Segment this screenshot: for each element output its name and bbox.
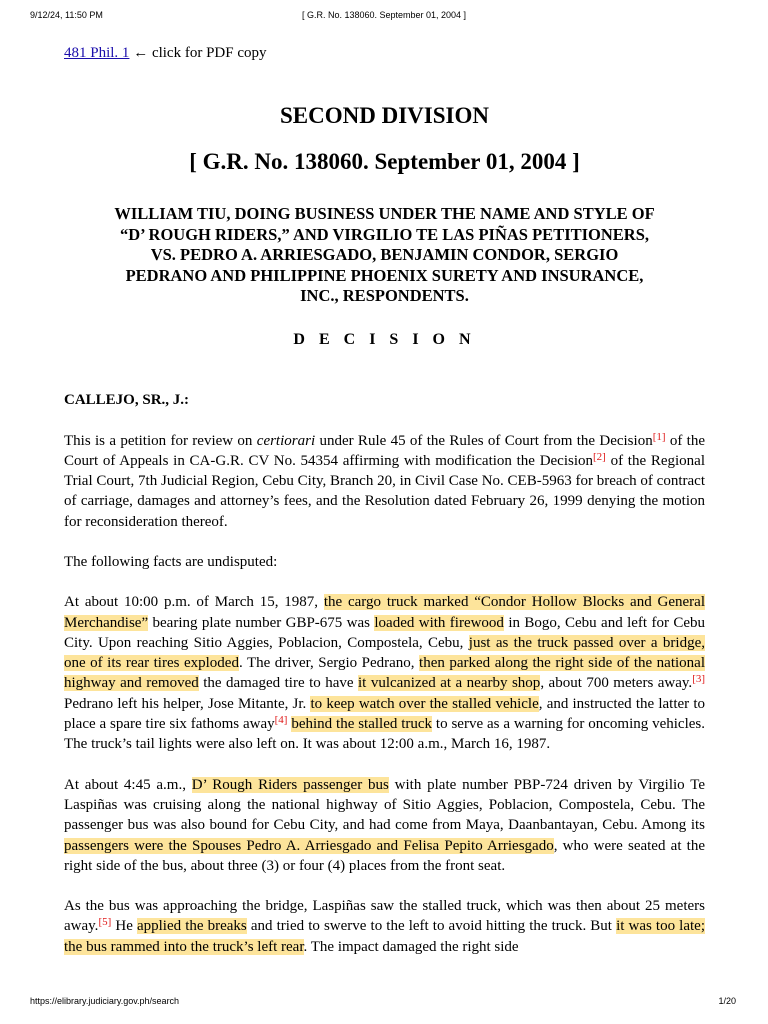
highlighted-text: passengers were the Spouses Pedro A. Arriesgado and Felisa Pepito Arriesgado [64,837,554,854]
text-run: the damaged tire to have [198,675,359,692]
footnote-ref[interactable]: [2] [593,450,606,463]
text-run: bearing plate number GBP-675 was [148,614,375,631]
highlighted-text: to keep watch over the stalled vehicle [310,695,539,712]
pdf-link-line [64,44,705,62]
text-run: Pedrano left his helper, Jose Mitante, Jr. [64,695,311,712]
highlighted-text: D’ Rough Riders passenger bus [191,776,389,793]
print-datetime: 9/12/24, 11:50 PM [30,10,103,20]
document-body [64,44,705,957]
text-run: , who were seated at the right side of the bus, about three (3) or four (4) places from the front seat. [64,837,705,874]
paragraph [64,552,705,572]
highlighted-text: behind the stalled truck [291,716,433,733]
highlighted-text: then parked along the right side of the national highway and removed [64,655,705,692]
text-run: As the bus was approaching the bridge, Laspiñas saw the stalled truck, which was then about 25 meters away. [64,898,705,935]
text-run: He [111,918,137,935]
highlighted-text: the cargo truck marked “Condor Hollow Blocks and General Merchandise” [64,594,705,631]
text-run: under Rule 45 of the Rules of Court from the Decision [315,432,653,449]
highlighted-text: loaded with firewood [374,614,504,631]
parties-line: “D’ ROUGH RIDERS,” AND VIRGILIO TE LAS PIÑAS PETITIONERS, [119,224,650,244]
text-run: At about 4:45 a.m., [64,776,192,793]
text-run: This is a petition for review on [64,432,257,449]
text-run: . The driver, Sergio Pedrano, [238,655,420,672]
paragraph [64,896,705,957]
parties-line: PEDRANO AND PHILIPPINE PHOENIX SURETY AND INSURANCE, [125,265,644,285]
text-run: with plate number PBP-724 driven by Virgilio Te Laspiñas was cruising along the national highway of Sitio Aggies, Poblacion, Compostela, Cebu. The passenger bus was also bound for Cebu City, and had come from Maya, Daanbantayan, Cebu. Among its [64,776,705,834]
pdf-link-note: ← click for PDF copy [129,45,267,61]
pdf-link[interactable]: 481 Phil. 1 [64,45,130,61]
footnote-ref[interactable]: [5] [98,916,112,929]
parties-line: INC., RESPONDENTS. [300,286,469,305]
text-run: . The impact damaged the right side [303,938,519,955]
text-run: of the Regional Trial Court, 7th Judicial Region, Cebu City, Branch 20, in Civil Case No. CEB-5963 for breach of contract of carriage, damages and attorney’s fees, and the Resolution dated February 26, 1999 denying the motion for reconsideration thereof. [64,452,705,530]
parties-line: VS. PEDRO A. ARRIESGADO, BENJAMIN CONDOR, SERGIO [150,245,619,264]
text-run: , and instructed the latter to place a spare tire six fathoms away [64,695,705,733]
print-url: https://elibrary.judiciary.gov.ph/search [30,996,180,1006]
paragraph [64,775,705,876]
paragraph [64,431,705,532]
text-run: At about 10:00 p.m. of March 15, 1987, [64,594,324,611]
decision-text [64,431,705,958]
footnote-ref[interactable]: [3] [692,673,706,686]
footnote-ref[interactable]: [4] [274,714,288,727]
decision-heading: D E C I S I O N [293,330,476,348]
print-title: [ G.R. No. 138060. September 01, 2004 ] [301,10,467,20]
text-run: in Bogo, Cebu and left for Cebu City. Upon reaching Sitio Aggies, Poblacion, Compostela, Cebu, [64,614,705,651]
parties-line: WILLIAM TIU, DOING BUSINESS UNDER THE NAME AND STYLE OF [114,204,655,223]
italic-text: certiorari [256,432,316,449]
text-run: , about 700 meters away. [540,675,693,692]
case-number-heading: [ G.R. No. 138060. September 01, 2004 ] [189,149,580,174]
division-heading: SECOND DIVISION [280,103,489,128]
highlighted-text: it was too late; the bus rammed into the truck’s left rear [64,918,705,955]
footnote-ref[interactable]: [1] [652,430,666,443]
text-run: and tried to swerve to the left to avoid hitting the truck. But [246,918,617,935]
case-parties [64,204,705,307]
highlighted-text: applied the breaks [136,918,247,935]
highlighted-text: it vulcanized at a nearby shop [358,675,541,692]
ponente: CALLEJO, SR., J.: [64,391,190,408]
highlighted-text: just as the truck passed over a bridge, one of its rear tires exploded [64,634,705,672]
text-run: The following facts are undisputed: [64,553,278,570]
text-run: of the Court of Appeals in CA-G.R. CV No. 54354 affirming with modification the Decision [64,432,706,469]
paragraph [64,592,705,754]
text-run: to serve as a warning for oncoming vehicles. The truck’s tail lights were also left on. It was about 12:00 a.m., March 16, 1987. [64,716,705,753]
print-page-number: 1/20 [718,996,736,1006]
